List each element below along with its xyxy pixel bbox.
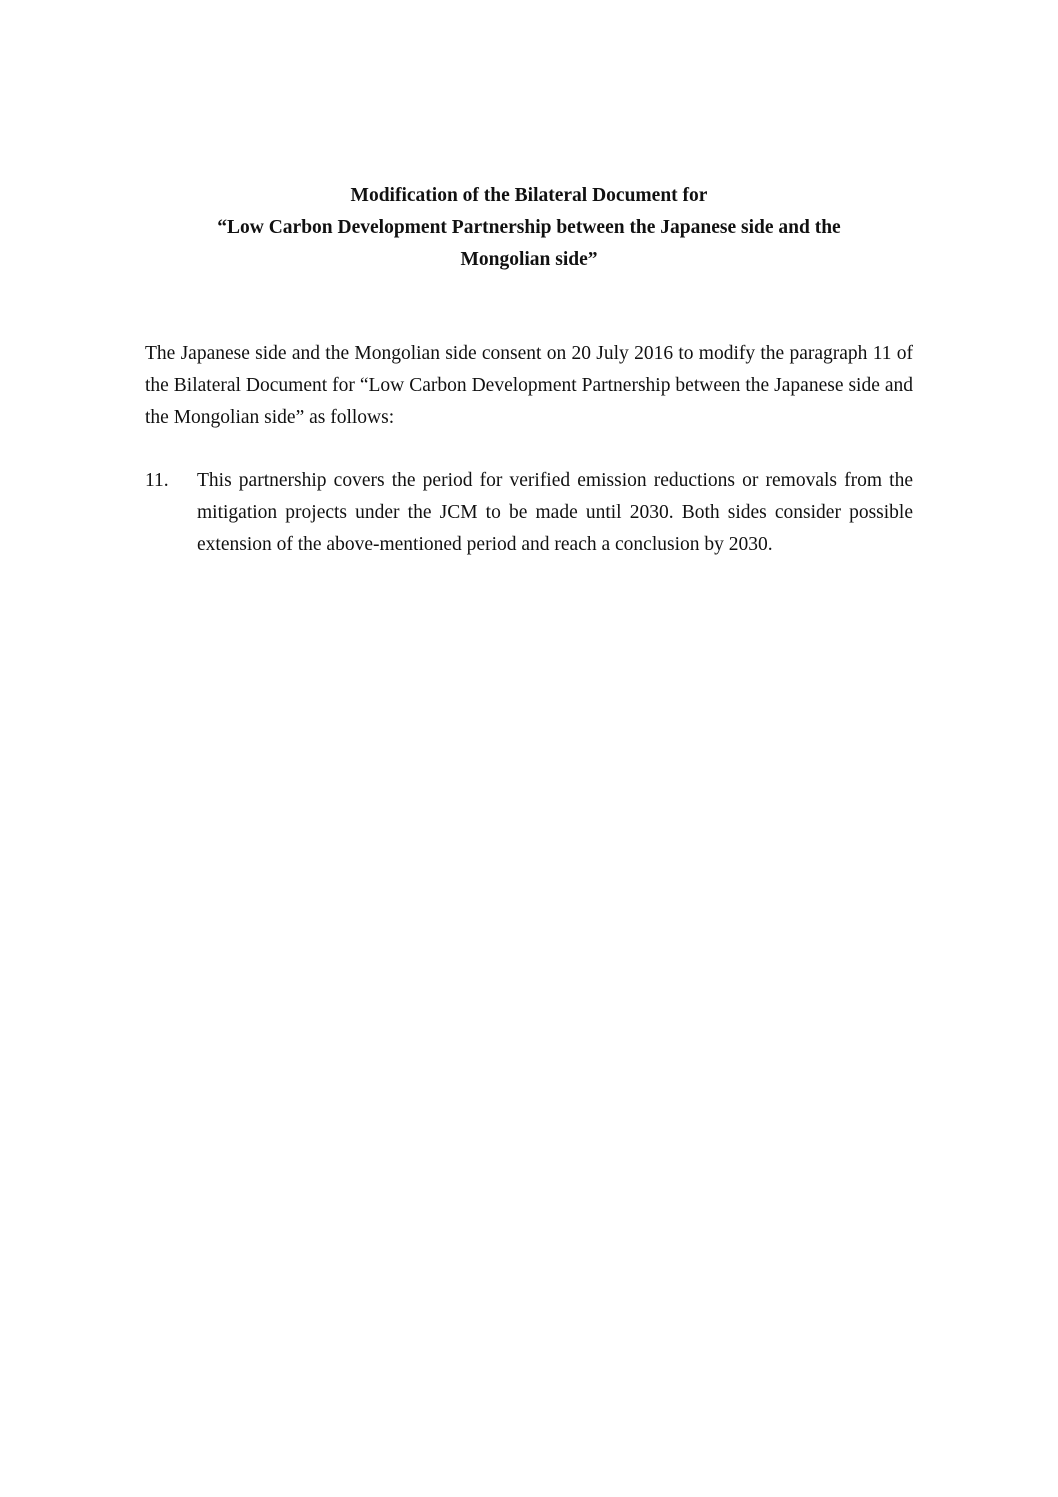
title-line: “Low Carbon Development Partnership between the Japanese side and the bbox=[217, 217, 841, 238]
intro-paragraph: The Japanese side and the Mongolian side consent on 20 July 2016 to modify the paragraph 11 of the Bilateral Document for “Low Carbon Development Partnership between the Japanese side and the Mongolian side” as follows: bbox=[145, 343, 913, 428]
paragraph-text: This partnership covers the period for verified emission reductions or removals from the mitigation projects under the JCM to be made until 2030. Both sides consider possible extension of the above-mentioned period and reach a conclusion by 2030. bbox=[197, 470, 913, 555]
document-title bbox=[145, 180, 913, 276]
title-line: Modification of the Bilateral Document for bbox=[350, 185, 708, 206]
title-line: Mongolian side” bbox=[460, 249, 598, 270]
numbered-paragraph bbox=[145, 465, 913, 561]
paragraph-number: 11. bbox=[145, 470, 169, 491]
